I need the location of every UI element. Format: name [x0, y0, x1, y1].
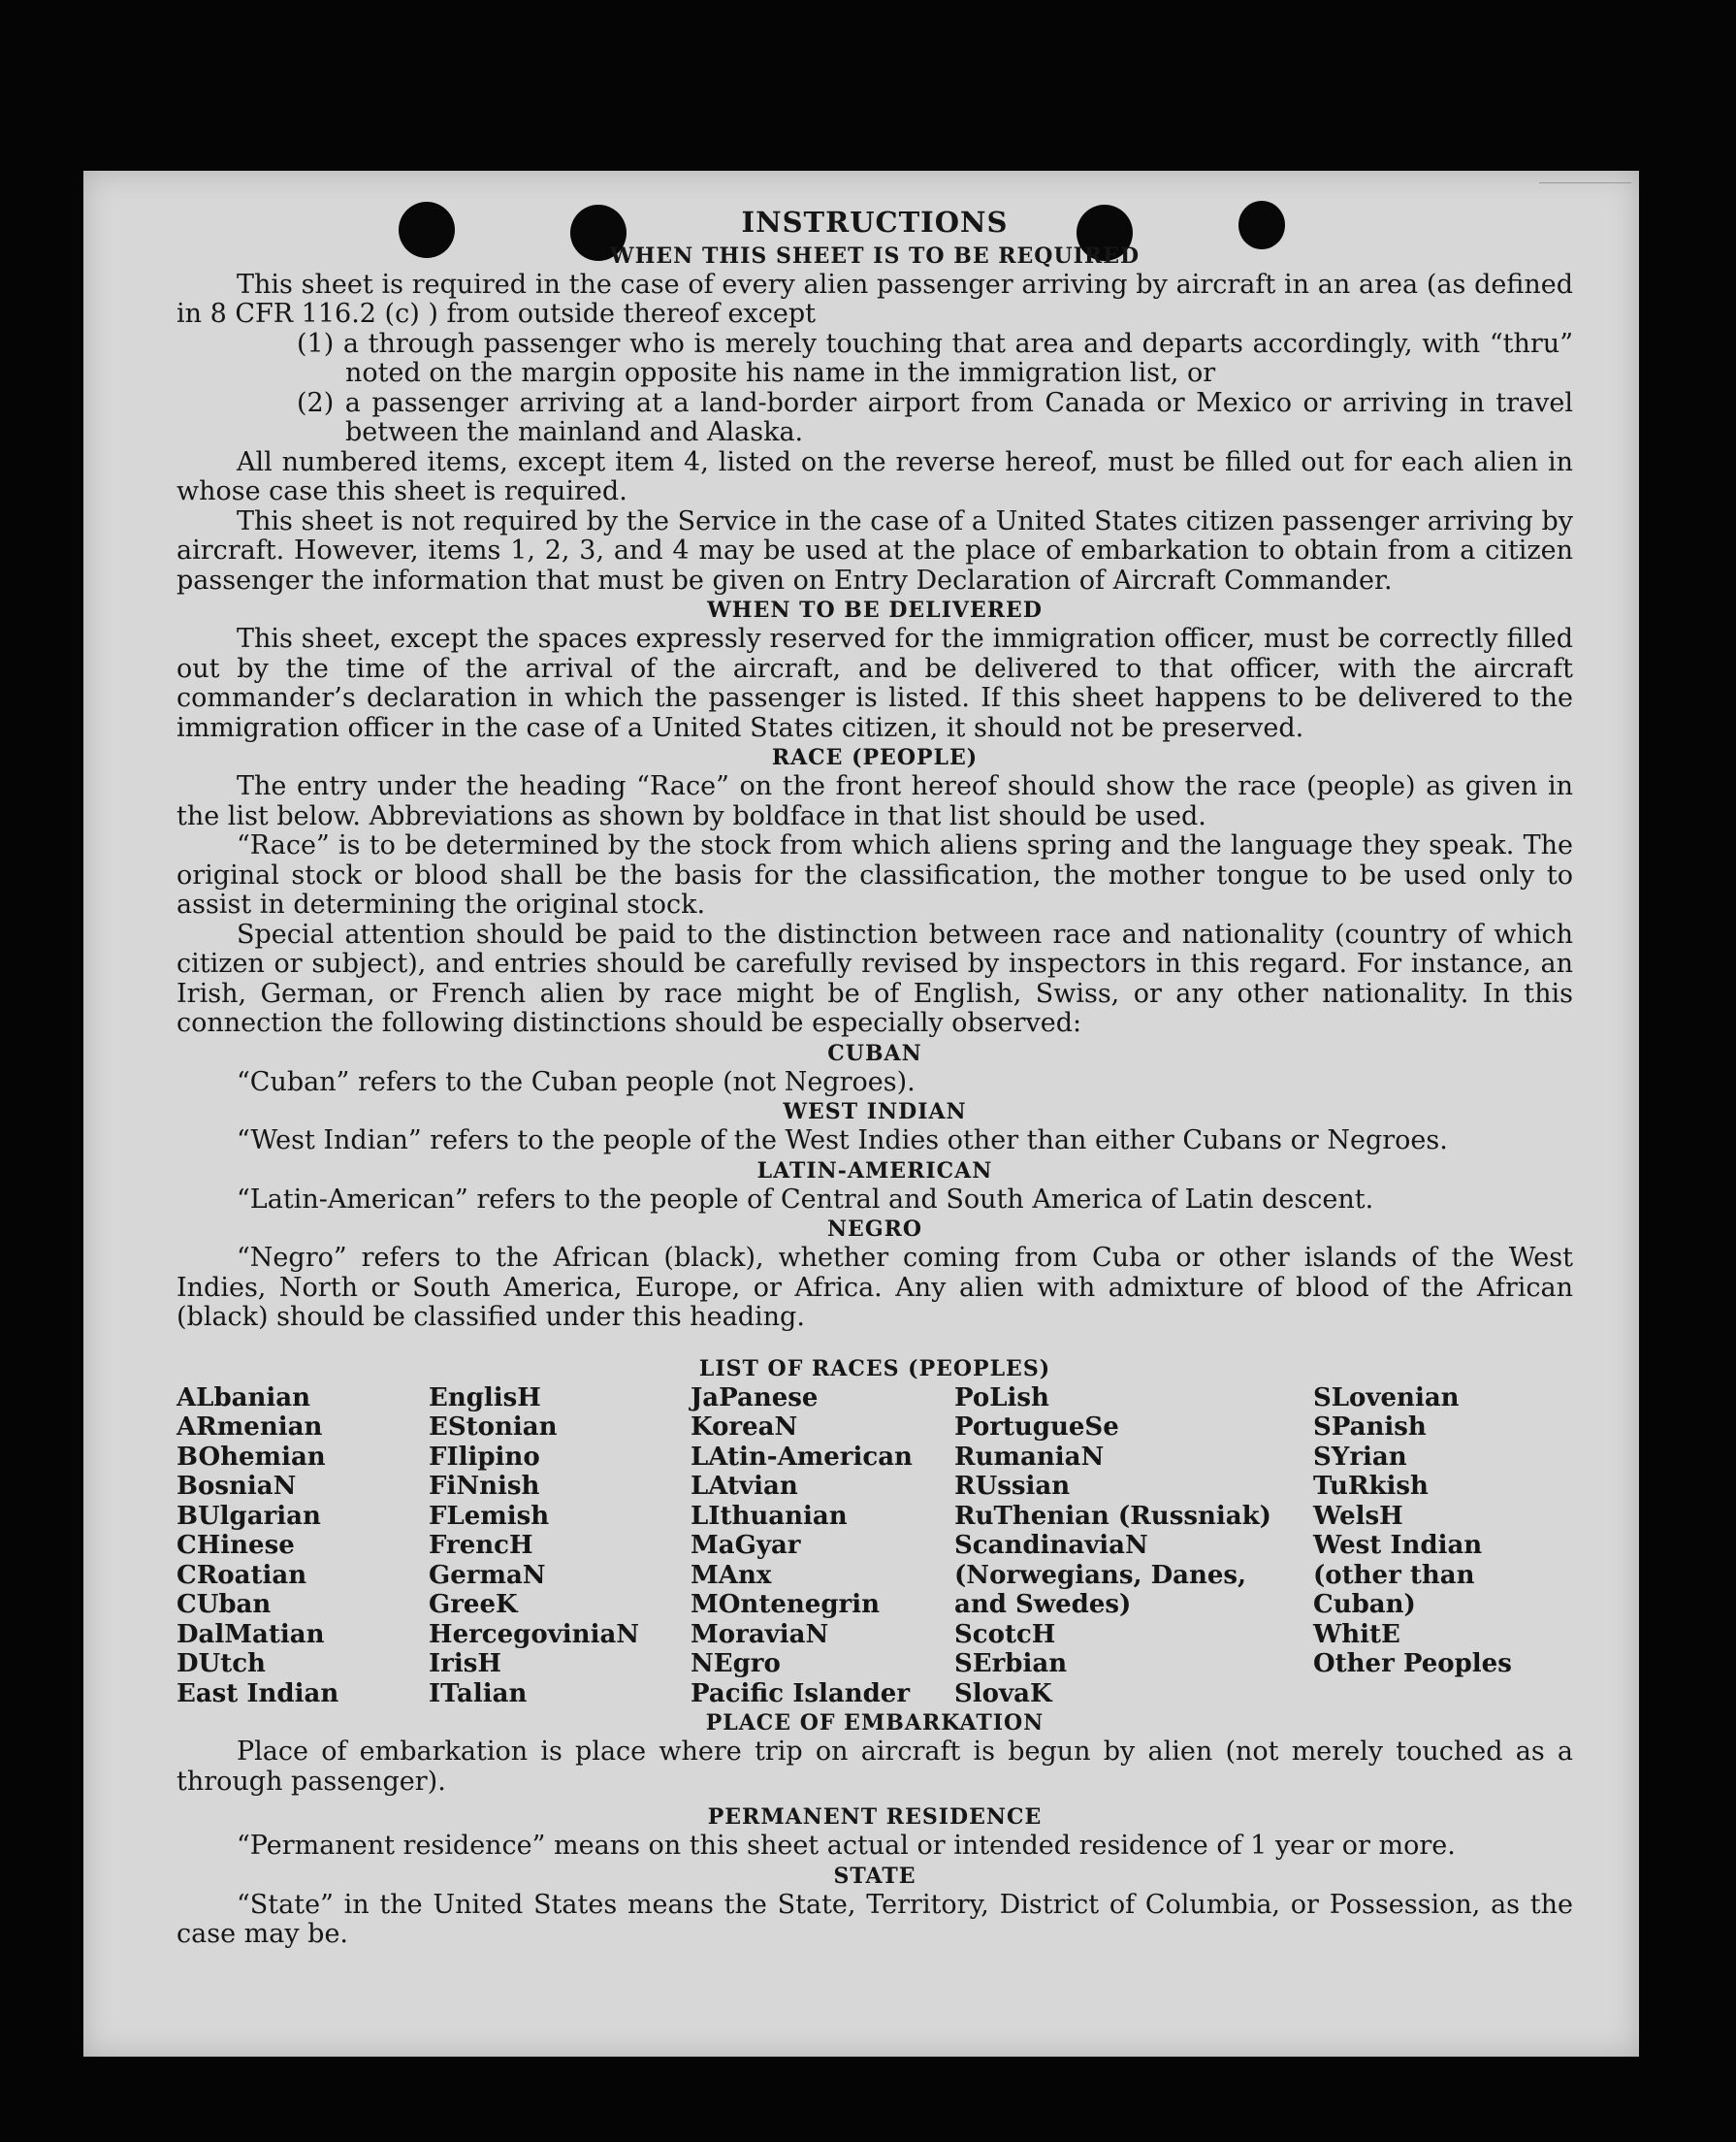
race-item: ARmenian	[177, 1412, 323, 1442]
section-heading: NEGRO	[826, 1217, 923, 1242]
race-item: BOhemian	[177, 1442, 326, 1472]
race-item: Other Peoples	[1313, 1649, 1512, 1678]
paragraph: All numbered items, except item 4, listed on the reverse hereof, must be filled out for each alien in whose case this sheet is required.	[177, 446, 1573, 506]
races-list	[177, 1383, 1573, 1709]
race-item: GermaN	[429, 1560, 546, 1590]
race-item: Pacific Islander	[691, 1678, 911, 1708]
section-heading: LIST OF RACES (PEOPLES)	[698, 1355, 1051, 1381]
instructions-content	[177, 208, 1573, 1950]
race-item: SlovaK	[954, 1678, 1052, 1708]
race-item: HercegoviniaN	[429, 1619, 640, 1649]
race-item: FiNnish	[429, 1472, 540, 1501]
race-item: WelsH	[1313, 1501, 1403, 1531]
paragraph: Special attention should be paid to the distinction between race and nationality (country of which citizen or subject), and entries should be carefully revised by inspectors in this regard. For instance, an Irish, German, or French alien by race might be of English, Swiss, or any other nationality. In this connection the following distinctions should be especially observed:	[177, 919, 1573, 1038]
paragraph: “Latin-American” refers to the people of Central and South America of Latin descent.	[237, 1184, 1374, 1215]
document-sheet	[83, 171, 1639, 2057]
race-item: FrencH	[429, 1531, 533, 1560]
race-item: TuRkish	[1313, 1472, 1429, 1501]
section-heading: STATE	[833, 1863, 916, 1889]
race-item: RUssian	[954, 1472, 1071, 1501]
race-item: CHinese	[177, 1531, 295, 1560]
race-item: MAnx	[691, 1560, 772, 1590]
section-heading: WHEN TO BE DELIVERED	[707, 598, 1043, 623]
race-item: LAtvian	[691, 1472, 798, 1501]
race-item: ALbanian	[177, 1382, 311, 1412]
race-item: MOntenegrin	[691, 1590, 880, 1619]
race-item: West Indian (other than Cuban)	[1313, 1531, 1483, 1619]
race-item: SYrian	[1313, 1442, 1407, 1472]
race-item: DalMatian	[177, 1619, 325, 1649]
race-item: KoreaN	[691, 1412, 798, 1442]
race-item: RuThenian (Russniak)	[954, 1501, 1271, 1531]
race-item: SPanish	[1313, 1412, 1427, 1442]
section-heading: LATIN-AMERICAN	[756, 1157, 993, 1184]
paragraph: “Negro” refers to the African (black), whether coming from Cuba or other islands of the West Indies, North or South America, Europe, or Africa. Any alien with admixture of blood of the African (black) should be classified under this heading.	[177, 1243, 1573, 1332]
race-item: ScotcH	[954, 1619, 1056, 1649]
race-column	[429, 1383, 691, 1709]
race-item: CUban	[177, 1590, 272, 1619]
race-item: PortugueSe	[954, 1412, 1119, 1442]
race-item: NEgro	[691, 1649, 781, 1678]
numbered-item: (2) a passenger arriving at a land-border airport from Canada or Mexico or arriving in travel between the mainland and Alaska.	[297, 387, 1573, 447]
section-heading: RACE (PEOPLE)	[771, 745, 979, 770]
race-item: BUlgarian	[177, 1501, 321, 1531]
race-column	[177, 1383, 429, 1709]
race-item: CRoatian	[177, 1560, 307, 1590]
race-column	[691, 1383, 954, 1709]
paragraph: Place of embarkation is place where trip on aircraft is begun by alien (not merely touched as a through passenger).	[177, 1736, 1573, 1797]
race-item: LIthuanian	[691, 1501, 848, 1531]
paragraph: “Race” is to be determined by the stock from which aliens spring and the language they speak. The original stock or blood shall be the basis for the classification, the mother tongue to be used only to assist in determining the original stock.	[177, 830, 1573, 920]
race-item: EStonian	[429, 1412, 558, 1442]
paragraph: “West Indian” refers to the people of the West Indies other than either Cubans or Negroes.	[237, 1125, 1448, 1155]
paragraph: “Cuban” refers to the Cuban people (not Negroes).	[237, 1066, 916, 1097]
race-item: MoraviaN	[691, 1619, 829, 1649]
paragraph: “Permanent residence” means on this sheet actual or intended residence of 1 year or more.	[237, 1831, 1456, 1861]
race-item: BosniaN	[177, 1472, 297, 1501]
race-item: East Indian	[177, 1678, 339, 1708]
paragraph: This sheet is required in the case of every alien passenger arriving by aircraft in an area (as defined in 8 CFR 116.2 (c) ) from outside thereof except	[177, 269, 1573, 329]
race-item: ScandinaviaN (Norwegians, Danes, and Swedes)	[954, 1531, 1247, 1619]
race-item: MaGyar	[691, 1531, 801, 1560]
page-title: INSTRUCTIONS	[741, 206, 1009, 239]
section-heading: PLACE OF EMBARKATION	[705, 1710, 1045, 1736]
race-item: PoLish	[954, 1382, 1049, 1412]
race-item: SErbian	[954, 1649, 1068, 1678]
race-column	[954, 1383, 1313, 1709]
numbered-item: (1) a through passenger who is merely touching that area and departs accordingly, with “thru” noted on the margin opposite his name in the immigration list, or	[297, 328, 1573, 388]
race-item: ITalian	[429, 1678, 528, 1708]
race-column	[1313, 1383, 1573, 1709]
paragraph: “State” in the United States means the State, Territory, District of Columbia, or Possession, as the case may be.	[177, 1889, 1573, 1949]
paragraph: This sheet is not required by the Service in the case of a United States citizen passenger arriving by aircraft. However, items 1, 2, 3, and 4 may be used at the place of embarkation to obtain from a citizen passenger the information that must be given on Entry Declaration of Aircraft Commander.	[177, 505, 1573, 596]
section-heading: CUBAN	[827, 1040, 922, 1066]
paragraph: This sheet, except the spaces expressly reserved for the immigration officer, must be correctly filled out by the time of the arrival of the aircraft, and be delivered to that officer, with the aircraft commander’s declaration in which the passenger is listed. If this sheet happens to be delivered to the immigration officer in the case of a United States citizen, it should not be preserved.	[177, 624, 1573, 743]
section-heading: WHEN THIS SHEET IS TO BE REQUIRED	[609, 243, 1141, 269]
race-item: FLemish	[429, 1501, 550, 1531]
section-heading: WEST INDIAN	[783, 1099, 967, 1124]
race-item: FIlipino	[429, 1442, 540, 1472]
race-item: WhitE	[1313, 1619, 1400, 1649]
race-item: JaPanese	[691, 1382, 819, 1412]
race-item: GreeK	[429, 1590, 518, 1619]
race-item: SLovenian	[1313, 1382, 1460, 1412]
paragraph: The entry under the heading “Race” on the front hereof should show the race (people) as given in the list below. Abbreviations as shown by boldface in that list should be used.	[177, 771, 1573, 831]
race-item: IrisH	[429, 1649, 501, 1678]
race-item: DUtch	[177, 1649, 266, 1678]
race-item: EnglisH	[429, 1382, 541, 1412]
section-heading: PERMANENT RESIDENCE	[707, 1804, 1043, 1830]
race-item: RumaniaN	[954, 1442, 1105, 1472]
race-item: LAtin-American	[691, 1442, 913, 1472]
